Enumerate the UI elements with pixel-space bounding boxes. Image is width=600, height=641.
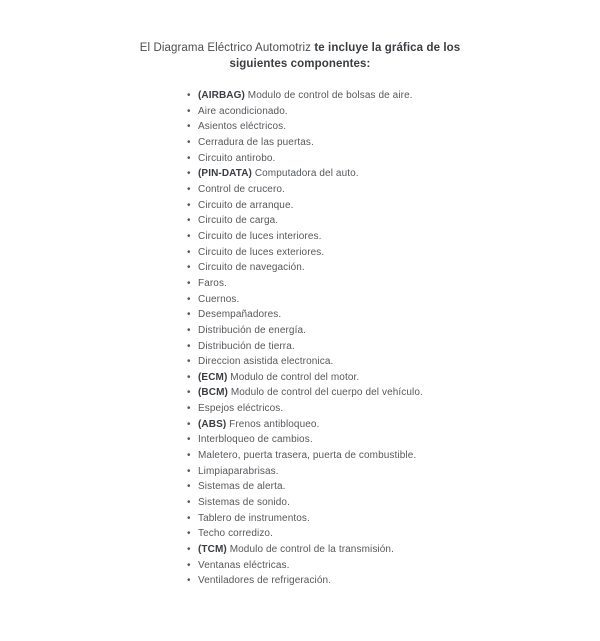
component-label: Circuito de luces exteriores.: [198, 246, 325, 258]
component-label: Asientos eléctricos.: [198, 121, 287, 133]
list-item: [198, 323, 600, 339]
component-label: Distribución de tierra.: [198, 340, 295, 352]
list-item: [198, 119, 600, 135]
component-label: Maletero, puerta trasera, puerta de combustible.: [198, 450, 417, 462]
component-label: Circuito de luces interiores.: [198, 230, 322, 242]
document-page: [0, 41, 600, 641]
list-item: [198, 558, 600, 574]
component-code: (BCM): [198, 387, 231, 399]
component-label: Direccion asistida electronica.: [198, 356, 334, 368]
list-item: [198, 511, 600, 527]
list-item: [198, 88, 600, 104]
component-label: Ventiladores de refrigeración.: [198, 575, 332, 587]
list-item: [198, 417, 600, 433]
page-title-bold: te incluye la gráfica de los siguientes componentes:: [229, 42, 461, 70]
list-item: [198, 526, 600, 542]
component-label: Faros.: [198, 277, 227, 289]
page-title: [110, 41, 490, 72]
list-item: [198, 339, 600, 355]
list-item: [198, 401, 600, 417]
component-label: Distribución de energía.: [198, 324, 307, 336]
list-item: [198, 448, 600, 464]
component-label: Limpiaparabrisas.: [198, 465, 279, 477]
component-label: Circuito antirobo.: [198, 152, 276, 164]
list-item: [198, 370, 600, 386]
component-label: Espejos eléctricos.: [198, 403, 284, 415]
component-code: (PIN-DATA): [198, 168, 255, 180]
list-item: [198, 573, 600, 589]
component-code: (AIRBAG): [198, 90, 248, 101]
component-label: Circuito de carga.: [198, 215, 279, 227]
component-label: Cerradura de las puertas.: [198, 136, 314, 148]
list-item: [198, 432, 600, 448]
list-item: [198, 292, 600, 308]
list-item: [198, 479, 600, 495]
list-item: [198, 198, 600, 214]
list-item: [198, 213, 600, 229]
list-item: [198, 260, 600, 276]
list-item: [198, 464, 600, 480]
component-label: Computadora del auto.: [254, 168, 359, 180]
list-item: [198, 354, 600, 370]
component-label: Ventanas eléctricas.: [198, 559, 290, 571]
component-label: Techo corredizo.: [198, 528, 273, 540]
list-item: [198, 245, 600, 261]
component-label: Sistemas de sonido.: [198, 497, 290, 509]
component-code: (TCM): [198, 544, 230, 556]
component-label: Modulo de control del cuerpo del vehículo.: [230, 387, 423, 399]
list-item: [198, 104, 600, 120]
component-label: Circuito de arranque.: [198, 199, 294, 211]
components-list: [0, 88, 600, 589]
list-item: [198, 135, 600, 151]
list-item: [198, 151, 600, 167]
list-item: [198, 166, 600, 182]
component-label: Sistemas de alerta.: [198, 481, 286, 493]
component-code: (ECM): [198, 371, 231, 383]
component-label: Interbloqueo de cambios.: [198, 434, 313, 446]
component-label: Desempañadores.: [198, 309, 282, 321]
component-label: Aire acondicionado.: [198, 105, 288, 117]
component-label: Tablero de instrumentos.: [198, 512, 310, 524]
list-item: [198, 307, 600, 323]
component-label: Cuernos.: [198, 293, 240, 305]
list-item: [198, 495, 600, 511]
component-code: (ABS): [198, 418, 230, 430]
list-item: [198, 182, 600, 198]
list-item: [198, 229, 600, 245]
list-item: [198, 385, 600, 401]
component-label: Control de crucero.: [198, 183, 285, 195]
component-label: Circuito de navegación.: [198, 262, 305, 274]
component-label: Modulo de control del motor.: [230, 371, 360, 383]
component-label: Modulo de control de la transmisión.: [229, 544, 394, 556]
page-title-regular: El Diagrama Eléctrico Automotriz: [139, 42, 312, 54]
list-item: [198, 542, 600, 558]
list-item: [198, 276, 600, 292]
component-label: Modulo de control de bolsas de aire.: [247, 90, 413, 101]
component-label: Frenos antibloqueo.: [229, 418, 320, 430]
